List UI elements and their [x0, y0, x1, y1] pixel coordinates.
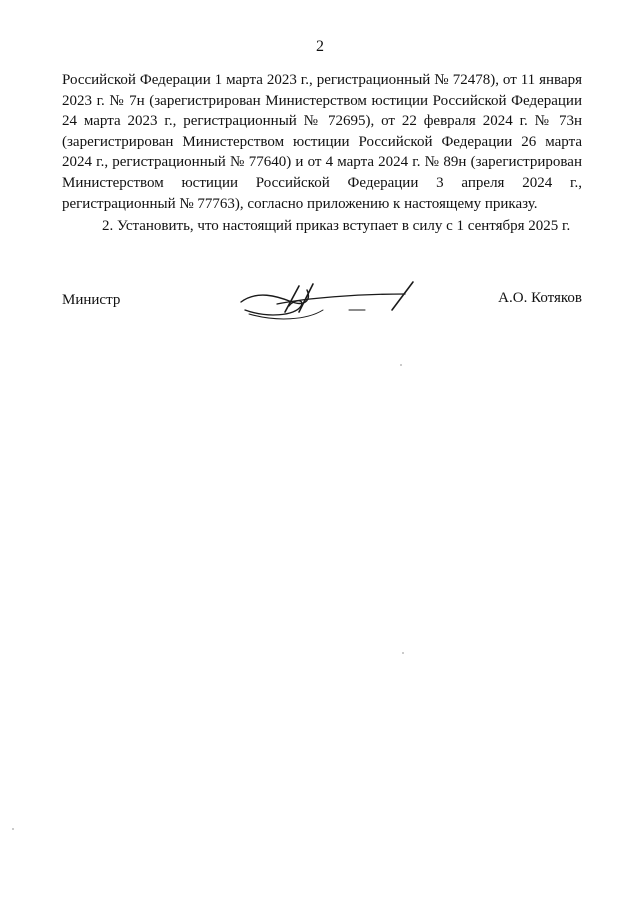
scan-speck — [400, 364, 402, 366]
signatory-name: А.О. Котяков — [498, 290, 582, 306]
handwritten-signature — [237, 280, 427, 324]
document-body — [62, 70, 582, 237]
paragraph-item-2: 2. Установить, что настоящий приказ вступает в силу с 1 сентября 2025 г. — [102, 218, 571, 235]
page-number: 2 — [316, 38, 324, 55]
paragraph-continuation: Российской Федерации 1 марта 2023 г., регистрационный № 72478), от 11 января 2023 г. № 7н (зарегистрирован Министерством юстиции Российской Федерации 24 марта 2023 г., регистрационный № 72695), от 22 февраля 2024 г. № 73н (зарегистрирован Министерством юстиции Российской Федерации 26 марта 2024 г., регистрационный № 77640) и от 4 марта 2024 г. № 89н (зарегистрирован Министерством юстиции Российской Федерации 3 апреля 2024 г., регистрационный № 77763), согласно приложению к настоящему приказу. — [62, 72, 582, 212]
signature-block — [62, 290, 582, 330]
scan-speck — [12, 828, 14, 830]
signatory-title: Министр — [62, 292, 121, 308]
scan-speck — [402, 652, 404, 654]
